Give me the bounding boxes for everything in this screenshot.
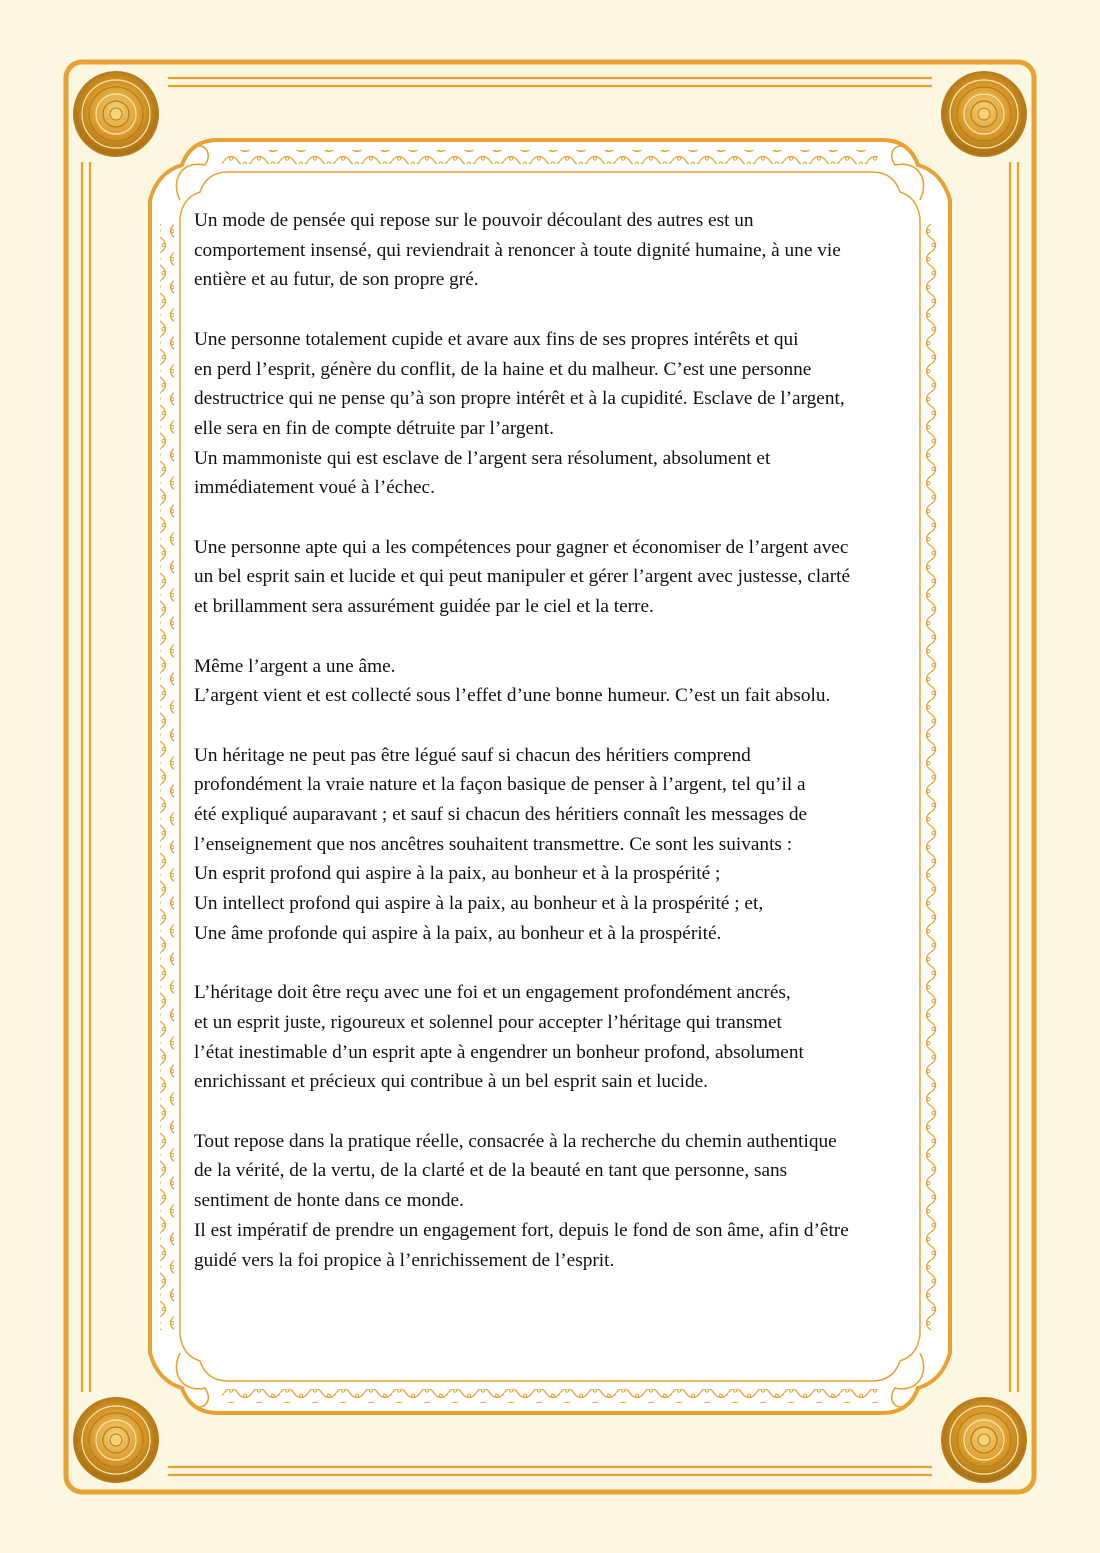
text-line: et un esprit juste, rigoureux et solennel pour accepter l’héritage qui transmet bbox=[194, 1011, 782, 1033]
paragraph-1 bbox=[194, 206, 924, 295]
paragraph-5 bbox=[194, 741, 924, 949]
text-line: Un intellect profond qui aspire à la paix, au bonheur et à la prospérité ; et, bbox=[194, 893, 764, 915]
text-line: entière et au futur, de son propre gré. bbox=[194, 269, 479, 291]
paragraph-2 bbox=[194, 325, 924, 503]
text-line: comportement insensé, qui reviendrait à renoncer à toute dignité humaine, à une vie bbox=[194, 239, 841, 261]
paragraph-6 bbox=[194, 978, 924, 1097]
text-line: Tout repose dans la pratique réelle, consacrée à la recherche du chemin authentique bbox=[194, 1130, 837, 1152]
text-line: Il est impératif de prendre un engagement fort, depuis le fond de son âme, afin d’être bbox=[194, 1219, 849, 1241]
text-line: Un mammoniste qui est esclave de l’argent sera résolument, absolument et bbox=[194, 447, 771, 469]
text-line: immédiatement voué à l’échec. bbox=[194, 477, 435, 499]
text-line: de la vérité, de la vertu, de la clarté et de la beauté en tant que personne, sans bbox=[194, 1160, 788, 1182]
text-line: Une personne apte qui a les compétences pour gagner et économiser de l’argent avec bbox=[194, 536, 849, 558]
text-line: l’état inestimable d’un esprit apte à engendrer un bonheur profond, absolument bbox=[194, 1041, 804, 1063]
text-line: Une personne totalement cupide et avare aux fins de ses propres intérêts et qui bbox=[194, 328, 799, 350]
text-line: Même l’argent a une âme. bbox=[194, 655, 396, 677]
text-line: en perd l’esprit, génère du conflit, de la haine et du malheur. C’est une personne bbox=[194, 358, 812, 380]
text-line: un bel esprit sain et lucide et qui peut manipuler et gérer l’argent avec justesse, clarté bbox=[194, 566, 851, 588]
text-line: été expliqué auparavant ; et sauf si chacun des héritiers connaît les messages de bbox=[194, 804, 808, 825]
text-line: destructrice qui ne pense qu’à son propre intérêt et à la cupidité. Esclave de l’argent, bbox=[194, 388, 845, 410]
paragraph-4 bbox=[194, 652, 924, 711]
text-line: Un mode de pensée qui repose sur le pouvoir découlant des autres est un bbox=[194, 210, 754, 231]
text-line: L’héritage doit être reçu avec une foi et un engagement profondément ancrés, bbox=[194, 982, 791, 1004]
text-line: Une âme profonde qui aspire à la paix, au bonheur et à la prospérité. bbox=[194, 922, 722, 944]
text-line: Un esprit profond qui aspire à la paix, au bonheur et à la prospérité ; bbox=[194, 863, 721, 885]
text-line: enrichissant et précieux qui contribue à un bel esprit sain et lucide. bbox=[194, 1071, 708, 1093]
text-line: profondément la vraie nature et la façon basique de penser à l’argent, tel qu’il a bbox=[194, 774, 806, 796]
text-line: l’enseignement que nos ancêtres souhaitent transmettre. Ce sont les suivants : bbox=[194, 833, 793, 855]
text-line: et brillamment sera assurément guidée par le ciel et la terre. bbox=[194, 596, 654, 618]
text-line: guidé vers la foi propice à l’enrichissement de l’esprit. bbox=[194, 1249, 615, 1271]
paragraph-7 bbox=[194, 1127, 924, 1276]
text-line: elle sera en fin de compte détruite par l’argent. bbox=[194, 417, 554, 439]
paragraph-3 bbox=[194, 533, 924, 622]
text-line: Un héritage ne peut pas être légué sauf si chacun des héritiers comprend bbox=[194, 744, 751, 766]
text-line: L’argent vient et est collecté sous l’effet d’une bonne humeur. C’est un fait absolu. bbox=[194, 685, 831, 707]
document-body bbox=[194, 206, 924, 1305]
text-line: sentiment de honte dans ce monde. bbox=[194, 1190, 464, 1212]
